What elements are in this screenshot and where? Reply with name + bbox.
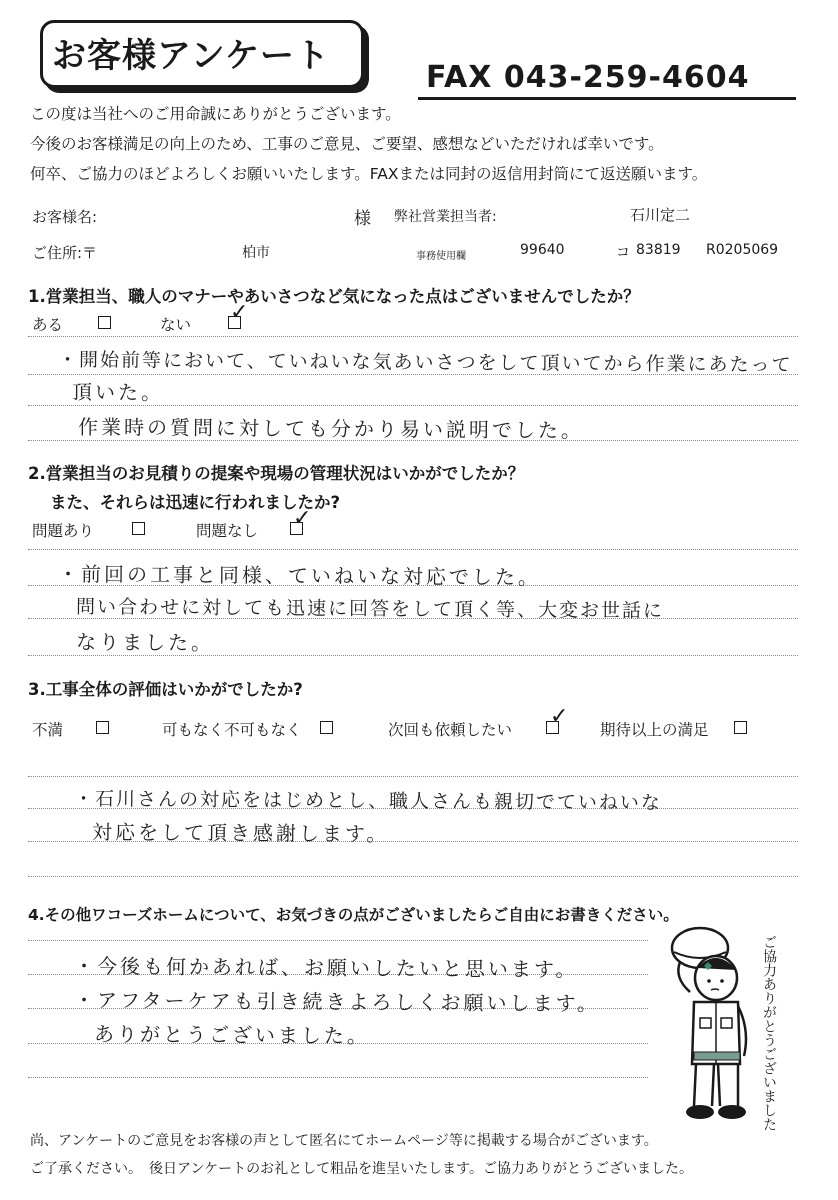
q2-answer-2: 問い合わせに対しても迅速に回答をして頂く等、大変お世話に xyxy=(75,596,665,623)
q3-checkbox-neutral[interactable] xyxy=(320,721,333,734)
q4-line-4 xyxy=(28,1077,648,1078)
q1-line-0 xyxy=(28,336,798,337)
q3-option-exceeded: 期待以上の満足 xyxy=(600,721,709,739)
staff-label: 弊社営業担当者: xyxy=(394,209,497,225)
q2-option-no-problem: 問題なし xyxy=(196,522,259,540)
office-code-2: 83819 xyxy=(636,242,681,258)
q3-option-dissatisfied: 不満 xyxy=(32,721,64,739)
q3-line-3 xyxy=(28,876,798,877)
q1-answer-1: ・開始前等において、ていねいな気あいさつをして頂いてから作業にあたって xyxy=(57,349,793,377)
q3-option-request-again: 次回も依頼したい xyxy=(388,721,513,739)
q1-option-yes: ある xyxy=(32,316,64,334)
q3-answer-2: 対応をして頂き感謝します。 xyxy=(91,820,390,847)
q2-checkbox-problem[interactable] xyxy=(132,522,145,535)
address-city: 柏市 xyxy=(242,245,270,261)
customer-honorific: 様 xyxy=(354,209,371,229)
q1-checkbox-yes[interactable] xyxy=(98,316,111,329)
intro-line-3: 何卒、ご協力のほどよろしくお願いいたします。FAXまたは同封の返信用封筒にて返送願います。 xyxy=(30,165,708,183)
office-code-3: R0205069 xyxy=(706,242,779,258)
q2-option-problem: 問題あり xyxy=(32,522,95,540)
staff-name: 石川定二 xyxy=(630,206,691,224)
q1-question: 1.営業担当、職人のマナーやあいさつなど気になった点はございませんでしたか？ xyxy=(28,287,640,306)
q2-question-sub: また、それらは迅速に行われましたか? xyxy=(50,493,341,512)
intro-line-2: 今後のお客様満足の向上のため、工事のご意見、ご要望、感想などいただければ幸いです。 xyxy=(30,135,664,153)
q4-answer-2: ・アフターケアも引き続きよろしくお願いします。 xyxy=(73,988,601,1016)
q1-check-mark: ✓ xyxy=(230,300,249,325)
page-title: お客様アンケート xyxy=(52,36,330,76)
worker-mascot-illustration xyxy=(660,918,758,1124)
intro-line-1: この度は当社へのご用命誠にありがとうございます。 xyxy=(30,105,401,123)
q3-answer-1: ・石川さんの対応をはじめとし、職人さんも親切でていねいな xyxy=(73,788,663,815)
q1-option-no: ない xyxy=(160,316,192,334)
q2-question: 2.営業担当のお見積りの提案や現場の管理状況はいかがでしたか？ xyxy=(28,464,525,483)
office-code-1: 99640 xyxy=(520,242,565,258)
footer-line-2: ご了承ください。 後日アンケートのお礼として粗品を進呈いたします。ご協力ありがとうございました。 xyxy=(30,1161,694,1177)
q2-answer-1: ・前回の工事と同様、ていねいな対応でした。 xyxy=(57,562,542,590)
q4-answer-3: ありがとうございました。 xyxy=(93,1022,371,1048)
q4-question: 4.その他ワコーズホームについて、お気づきの点がございましたらご自由にお書きください。 xyxy=(28,906,679,924)
fax-number: FAX 043-259-4604 xyxy=(426,60,750,95)
q3-line-0 xyxy=(28,776,798,777)
q2-answer-3: なりました。 xyxy=(75,630,215,655)
q3-checkbox-dissatisfied[interactable] xyxy=(96,721,109,734)
q3-check-mark: ✓ xyxy=(550,704,569,729)
q3-option-neutral: 可もなく不可もなく xyxy=(162,721,302,739)
office-use-label: 事務使用欄 xyxy=(416,251,466,262)
q3-question: 3.工事全体の評価はいかがでしたか? xyxy=(28,680,303,699)
q1-answer-2: 頂いた。 xyxy=(71,380,165,405)
address-label: ご住所:〒 xyxy=(32,244,98,262)
q4-line-0 xyxy=(28,940,648,941)
office-code-2-prefix: コ xyxy=(616,245,630,261)
q2-line-0 xyxy=(28,549,798,550)
q1-answer-3: 作業時の質問に対しても分かり易い説明でした。 xyxy=(77,415,585,443)
customer-name-label: お客様名: xyxy=(32,208,98,226)
footer-line-1: 尚、アンケートのご意見をお客様の声として匿名にてホームページ等に掲載する場合がございます。 xyxy=(30,1133,658,1149)
q4-answer-1: ・今後も何かあれば、お願いしたいと思います。 xyxy=(73,954,579,982)
mascot-caption: ご協力ありがとうございました xyxy=(761,935,777,1131)
fax-underline xyxy=(418,97,796,100)
q2-check-mark: ✓ xyxy=(293,506,312,531)
q3-checkbox-exceeded[interactable] xyxy=(734,721,747,734)
